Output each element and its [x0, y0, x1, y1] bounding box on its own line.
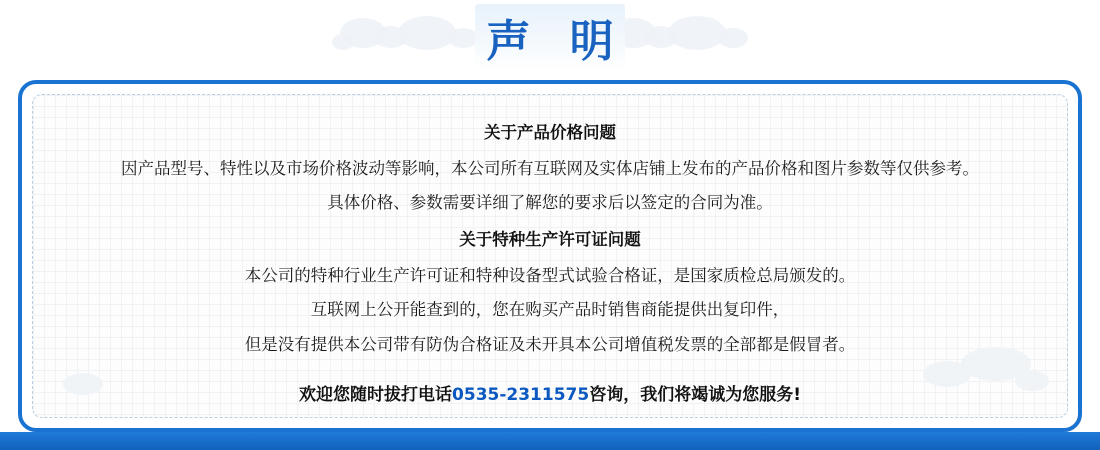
contact-phone[interactable]: 0535-2311575 [452, 385, 590, 406]
section-heading-price: 关于产品价格问题 [484, 123, 616, 142]
page-title: 声 明 [486, 16, 626, 67]
page-title-wrapper [420, 0, 680, 80]
statement-content [61, 121, 1039, 409]
section-heading-license: 关于特种生产许可证问题 [459, 229, 641, 249]
contact-suffix: 咨询，我们将竭诚为您服务! [589, 385, 801, 406]
section-line: 本公司的特种行业生产许可证和特种设备型式试验合格证，是国家质检总局颁发的。 [244, 265, 856, 285]
page-header [0, 0, 1100, 80]
section-line: 因产品型号、特性以及市场价格波动等影响，本公司所有互联网及实体店铺上发布的产品价格和图片参数等仅供参考。 [121, 158, 979, 178]
section-line: 但是没有提供本公司带有防伪合格证及未开具本公司增值税发票的全部都是假冒者。 [244, 334, 856, 354]
section-line: 具体价格、参数需要详细了解您的要求后以签定的合同为准。 [327, 193, 773, 213]
bottom-accent-bar [0, 432, 1100, 450]
section-line: 互联网上公开能查到的，您在购买产品时销售商能提供出复印件， [310, 300, 790, 320]
statement-panel [18, 80, 1082, 432]
cloud-shape-icon [718, 28, 748, 48]
contact-line [61, 383, 1039, 409]
contact-prefix: 欢迎您随时拔打电话 [299, 385, 453, 406]
statement-panel-inner [32, 94, 1068, 418]
